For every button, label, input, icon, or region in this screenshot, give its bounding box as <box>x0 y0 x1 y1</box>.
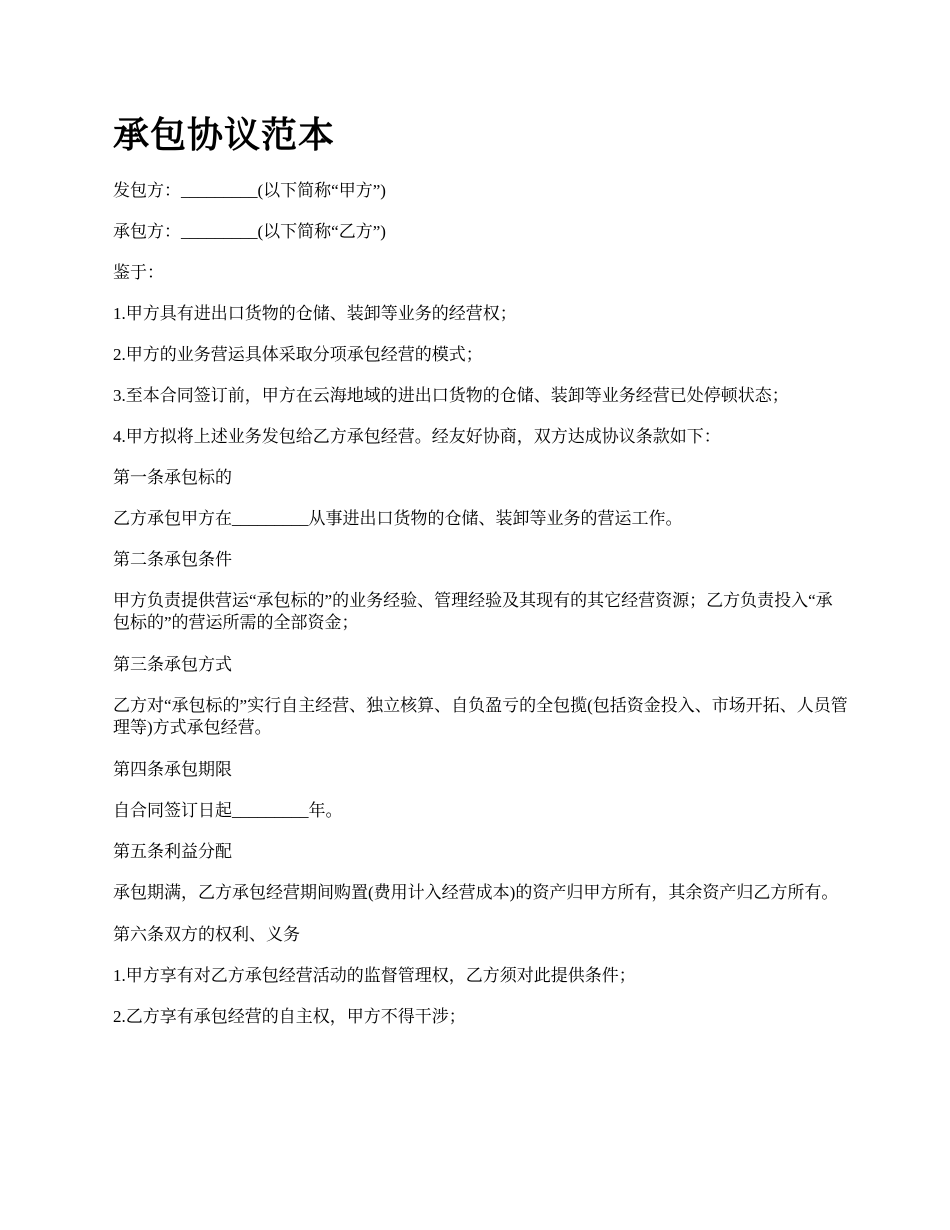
document-page <box>113 112 848 1047</box>
article-1-body: 乙方承包甲方在_________从事进出口货物的仓储、装卸等业务的营运工作。 <box>113 509 683 528</box>
article-3-heading: 第三条承包方式 <box>113 655 232 674</box>
article-4-body: 自合同签订日起_________年。 <box>113 801 343 820</box>
article-2-heading: 第二条承包条件 <box>113 550 232 569</box>
whereas-item-4: 4.甲方拟将上述业务发包给乙方承包经营。经友好协商，双方达成协议条款如下： <box>113 427 721 446</box>
whereas-item-2: 2.甲方的业务营运具体采取分项承包经营的模式； <box>113 345 483 364</box>
document-title: 承包协议范本 <box>113 115 336 156</box>
article-6-item-1: 1.甲方享有对乙方承包经营活动的监督管理权，乙方须对此提供条件； <box>113 966 636 985</box>
article-6-heading: 第六条双方的权利、义务 <box>113 925 300 944</box>
article-5-heading: 第五条利益分配 <box>113 842 232 861</box>
whereas-item-3: 3.至本合同签订前，甲方在云海地域的进出口货物的仓储、装卸等业务经营已处停顿状态； <box>113 386 789 405</box>
party-a-line: 发包方：_________(以下简称“甲方”) <box>113 181 386 200</box>
whereas-item-1: 1.甲方具有进出口货物的仓储、装卸等业务的经营权； <box>113 304 517 323</box>
article-6-item-2: 2.乙方享有承包经营的自主权，甲方不得干涉； <box>113 1007 466 1026</box>
article-3-body: 乙方对“承包标的”实行自主经营、独立核算、自负盈亏的全包揽(包括资金投入、市场开拓、人员管理等)方式承包经营。 <box>113 696 848 737</box>
whereas-heading: 鉴于： <box>113 263 164 282</box>
article-4-heading: 第四条承包期限 <box>113 760 232 779</box>
article-1-heading: 第一条承包标的 <box>113 468 232 487</box>
article-2-body: 甲方负责提供营运“承包标的”的业务经验、管理经验及其现有的其它经营资源；乙方负责投入“承包标的”的营运所需的全部资金； <box>113 591 833 632</box>
party-b-line: 承包方：_________(以下简称“乙方”) <box>113 222 386 241</box>
article-5-body: 承包期满，乙方承包经营期间购置(费用计入经营成本)的资产归甲方所有，其余资产归乙方所有。 <box>113 883 839 902</box>
